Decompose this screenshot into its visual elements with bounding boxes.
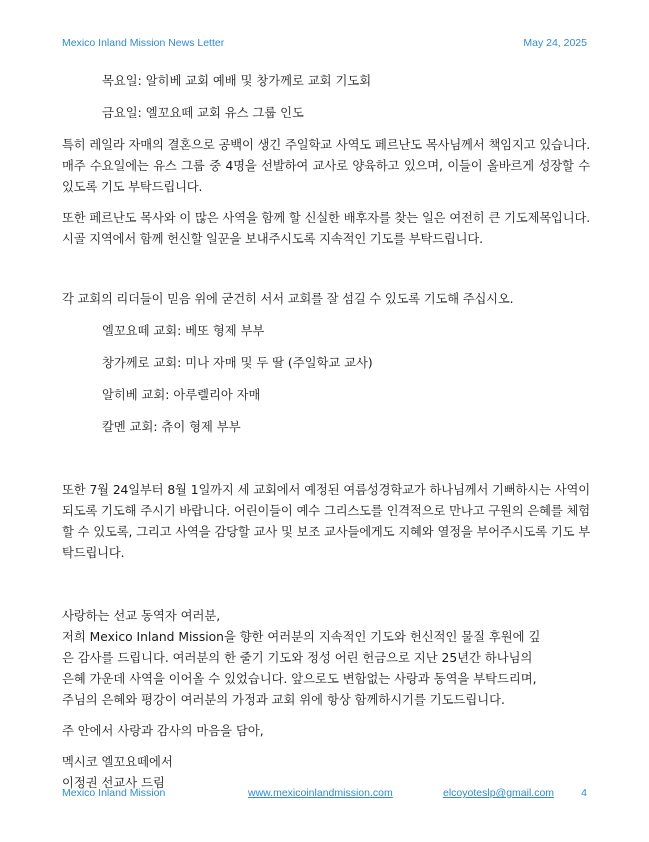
footer-website-link[interactable]: www.mexicoinlandmission.com (248, 787, 393, 799)
closing-line: 은 감사를 드립니다. 여러분의 한 줄기 기도와 정성 어린 헌금으로 지난 25년간 하나님의 (62, 651, 533, 665)
leader-changaquero: 창가께로 교회: 미나 자매 및 두 딸 (주일학교 교사) (102, 356, 373, 370)
schedule-friday: 금요일: 엘꼬요떼 교회 유스 그룹 인도 (102, 106, 304, 120)
closing-signature: 이정권 선교사 드림 (62, 776, 165, 790)
closing-line: 주님의 은혜와 평강이 여러분의 가정과 교회 위에 항상 함께하시기를 기도드립니다. (62, 693, 505, 707)
footer-email-link[interactable]: elcoyoteslp@gmail.com (443, 787, 555, 799)
header-date: May 24, 2025 (523, 37, 587, 49)
closing-greeting: 사랑하는 선교 동역자 여러분, (62, 609, 221, 623)
footer-org: Mexico Inland Mission (62, 787, 166, 799)
paragraph-sunday-school: 특히 레일라 자매의 결혼으로 공백이 생긴 주일학교 사역도 페르난도 목사님께서 책임지고 있습니다. 매주 수요일에는 유스 그룹 중 4명을 선발하여 교사로 양육하고 있으며, 이들이 올바르게 성장할 수 있도록 기도 부탁드립니다. (62, 138, 590, 194)
leader-carmen: 칼멘 교회: 츄이 형제 부부 (102, 420, 241, 434)
closing-place: 멕시코 엘꼬요떼에서 (62, 755, 173, 769)
schedule-thursday: 목요일: 알히베 교회 예배 및 창가께로 교회 기도회 (102, 74, 372, 88)
closing-line: 저희 Mexico Inland Mission을 향한 여러분의 지속적인 기도와 헌신적인 물질 후원에 깊 (62, 630, 541, 644)
footer-page-number: 4 (581, 787, 587, 799)
paragraph-spouse-prayer: 또한 페르난도 목사와 이 많은 사역을 함께 할 신실한 배후자를 찾는 일은 여전히 큰 기도제목입니다. 시골 지역에서 함께 헌신할 일꾼을 보내주시도록 지속적인 기도를 부탁드립니다. (62, 211, 590, 246)
leader-elcoyote: 엘꼬요떼 교회: 베또 형제 부부 (102, 324, 265, 338)
closing-line: 은혜 가운데 사역을 이어올 수 있었습니다. 앞으로도 변함없는 사랑과 동역을 부탁드리며, (62, 672, 537, 686)
body-content (62, 60, 590, 794)
closing-sign-off: 주 안에서 사랑과 감사의 마음을 담아, (62, 724, 264, 738)
paragraph-leaders-prayer: 각 교회의 리더들이 믿음 위에 굳건히 서서 교회를 잘 섬길 수 있도록 기도해 주십시오. (62, 292, 514, 306)
header-title: Mexico Inland Mission News Letter (62, 37, 225, 49)
leader-aljibe: 알히베 교회: 아루렐리아 자매 (102, 388, 261, 402)
paragraph-vbs: 또한 7월 24일부터 8월 1일까지 세 교회에서 예정된 여름성경학교가 하나님께서 기뻐하시는 사역이 되도록 기도해 주시기 바랍니다. 어린이들이 예수 그리스도를 인격적으로 만나고 구원의 은혜를 체험할 수 있도록, 그리고 사역을 감당할 교사 및 보조 교사들에게도 지혜와 열정을 부어주시도록 기도 부탁드립니다. (62, 483, 590, 560)
